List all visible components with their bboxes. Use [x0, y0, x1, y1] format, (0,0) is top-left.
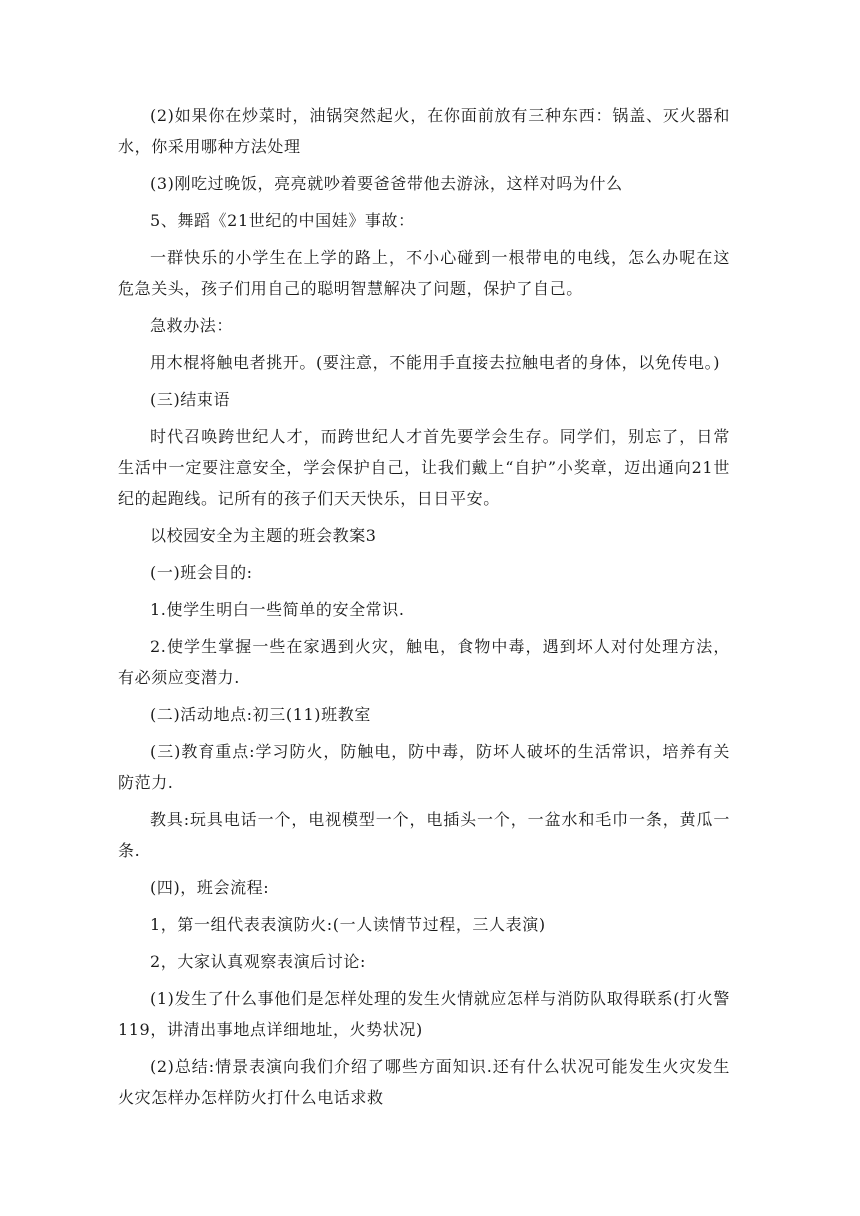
paragraph-dance-story: 一群快乐的小学生在上学的路上，不小心碰到一根带电的电线，怎么办呢在这危急关头，孩子们用自己的聪明智慧解决了问题，保护了自己。: [118, 248, 730, 298]
paragraph-focus: (三)教育重点:学习防火，防触电，防中毒，防坏人破坏的生活常识，培养有关防范力.: [118, 742, 730, 792]
paragraph-location: (二)活动地点:初三(11)班教室: [150, 705, 371, 724]
paragraph-first-aid-method: 用木棍将触电者挑开。(要注意，不能用手直接去拉触电者的身体，以免传电。): [150, 353, 721, 372]
paragraph-closing-text: 时代召唤跨世纪人才，而跨世纪人才首先要学会生存。同学们，别忘了，日常生活中一定要注意安全，学会保护自己，让我们戴上“自护”小奖章，迈出通向21世纪的起跑线。记所有的孩子们天天快乐，日日平安。: [118, 427, 730, 508]
paragraph-discussion-2: (2)总结:情景表演向我们介绍了哪些方面知识.还有什么状况可能发生火灾发生火灾怎样办怎样防火打什么电话求救: [118, 1057, 730, 1107]
paragraph-goal-heading: (一)班会目的:: [150, 563, 253, 582]
paragraph-flow-heading: (四)，班会流程:: [150, 878, 270, 897]
section-title-lesson-3: 以校园安全为主题的班会教案3: [150, 526, 377, 545]
paragraph-teaching-aids: 教具:玩具电话一个，电视模型一个，电插头一个，一盆水和毛巾一条，黄瓜一条.: [118, 810, 730, 860]
paragraph-swimming-question: (3)刚吃过晚饭，亮亮就吵着要爸爸带他去游泳，这样对吗为什么: [150, 174, 623, 193]
paragraph-dance-heading: 5、舞蹈《21世纪的中国娃》事故：: [150, 211, 415, 230]
paragraph-flow-step-1: 1，第一组代表表演防火:(一人读情节过程，三人表演): [150, 915, 546, 934]
paragraph-discussion-1: (1)发生了什么事他们是怎样处理的发生火情就应怎样与消防队取得联系(打火警119，讲清出事地点详细地址，火势状况): [118, 989, 730, 1039]
paragraph-goal-2: 2.使学生掌握一些在家遇到火灾，触电，食物中毒，遇到坏人对付处理方法，有必须应变潜力.: [118, 637, 730, 687]
paragraph-flow-step-2: 2，大家认真观察表演后讨论:: [150, 952, 366, 971]
paragraph-first-aid-heading: 急救办法：: [150, 316, 234, 335]
paragraph-goal-1: 1.使学生明白一些简单的安全常识.: [150, 600, 405, 619]
paragraph-stir-fry-fire-question: (2)如果你在炒菜时，油锅突然起火，在你面前放有三种东西：锅盖、灭火器和水，你采用哪种方法处理: [118, 106, 730, 156]
paragraph-closing-heading: (三)结束语: [150, 390, 231, 409]
document-body: [118, 100, 730, 1119]
